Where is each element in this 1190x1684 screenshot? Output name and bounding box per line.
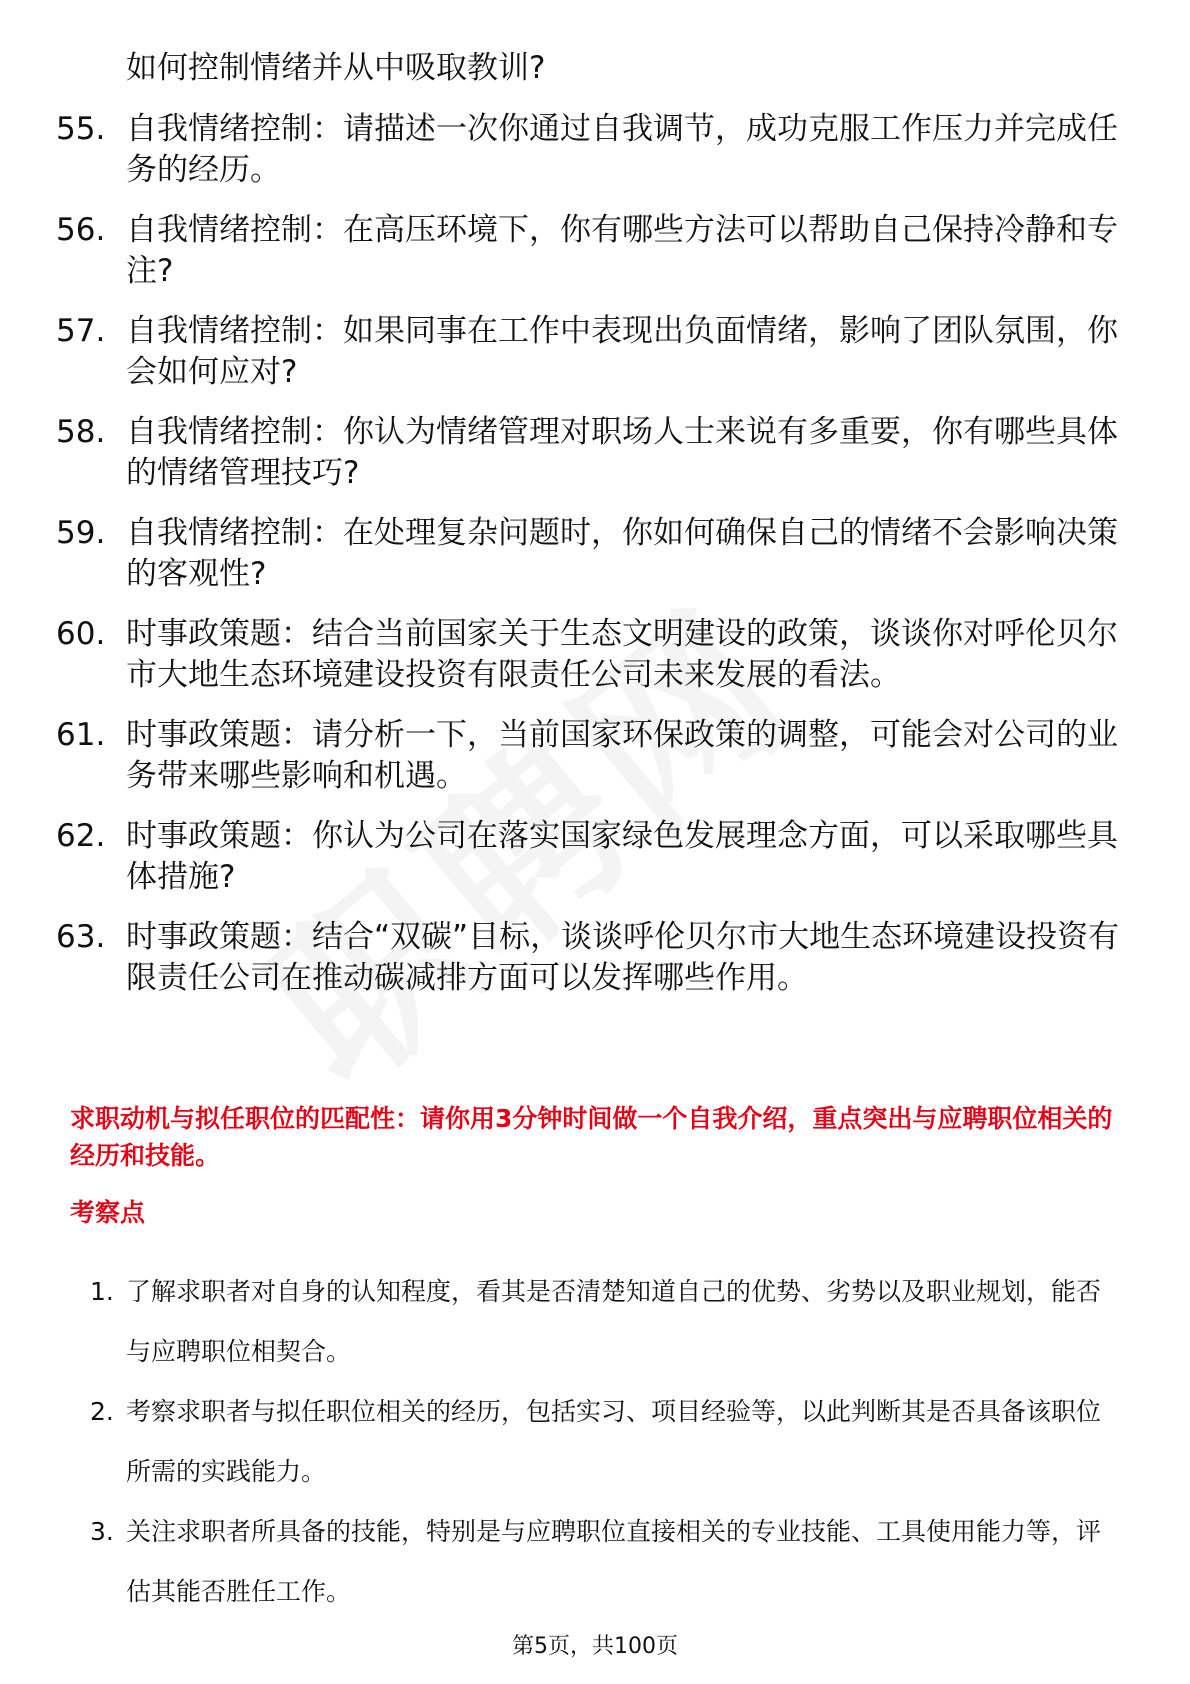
question-item: [56, 715, 1136, 797]
question-list: [56, 48, 1136, 1018]
question-number: 56.: [56, 212, 106, 248]
question-number: 62.: [56, 818, 106, 854]
section-title: 求职动机与拟任职位的匹配性：请你用3分钟时间做一个自我介绍，重点突出与应聘职位相关的经历和技能。: [70, 1104, 1113, 1170]
question-text: 自我情绪控制：如果同事在工作中表现出负面情绪，影响了团队氛围，你会如何应对?: [126, 313, 1118, 390]
points-label: 考察点: [70, 1198, 146, 1227]
question-number: 59.: [56, 515, 106, 551]
point-number: 1.: [90, 1277, 114, 1306]
question-number: 55.: [56, 111, 106, 147]
point-number: 2.: [90, 1397, 114, 1426]
question-text: 时事政策题：结合“双碳”目标，谈谈呼伦贝尔市大地生态环境建设投资有限责任公司在推动碳减排方面可以发挥哪些作用。: [126, 919, 1120, 996]
question-continuation: 如何控制情绪并从中吸取教训?: [126, 50, 546, 86]
question-item: [56, 412, 1136, 494]
point-text: 考察求职者与拟任职位相关的经历，包括实习、项目经验等，以此判断其是否具备该职位所需的实践能力。: [126, 1397, 1102, 1486]
question-text: 自我情绪控制：在高压环境下，你有哪些方法可以帮助自己保持冷静和专注?: [126, 212, 1118, 289]
question-text: 时事政策题：结合当前国家关于生态文明建设的政策，谈谈你对呼伦贝尔市大地生态环境建设投资有限责任公司未来发展的看法。: [126, 616, 1118, 693]
question-text: 时事政策题：你认为公司在落实国家绿色发展理念方面，可以采取哪些具体措施?: [126, 818, 1118, 895]
question-item: [56, 513, 1136, 595]
question-text: 自我情绪控制：在处理复杂问题时，你如何确保自己的情绪不会影响决策的客观性?: [126, 515, 1118, 592]
question-item: [56, 311, 1136, 393]
question-number: 58.: [56, 414, 106, 450]
point-text: 了解求职者对自身的认知程度，看其是否清楚知道自己的优势、劣势以及职业规划，能否与应聘职位相契合。: [126, 1277, 1102, 1366]
question-text: 时事政策题：请分析一下，当前国家环保政策的调整，可能会对公司的业务带来哪些影响和机遇。: [126, 717, 1118, 794]
question-number: 61.: [56, 717, 106, 753]
question-item: [56, 109, 1136, 191]
point-item: [80, 1382, 1120, 1502]
question-number: 60.: [56, 616, 106, 652]
question-text: 自我情绪控制：你认为情绪管理对职场人士来说有多重要，你有哪些具体的情绪管理技巧?: [126, 414, 1118, 491]
question-text: 自我情绪控制：请描述一次你通过自我调节，成功克服工作压力并完成任务的经历。: [126, 111, 1118, 188]
question-number: 57.: [56, 313, 106, 349]
point-item: [80, 1502, 1120, 1622]
point-text: 关注求职者所具备的技能，特别是与应聘职位直接相关的专业技能、工具使用能力等，评估其能否胜任工作。: [126, 1517, 1102, 1606]
question-item: [56, 614, 1136, 696]
points-list: [80, 1262, 1120, 1622]
question-item: [56, 210, 1136, 292]
point-number: 3.: [90, 1517, 114, 1546]
page-footer: 第5页，共100页: [512, 1634, 678, 1659]
question-item: [56, 917, 1136, 999]
question-number: 63.: [56, 919, 106, 955]
question-item: [56, 816, 1136, 898]
point-item: [80, 1262, 1120, 1382]
